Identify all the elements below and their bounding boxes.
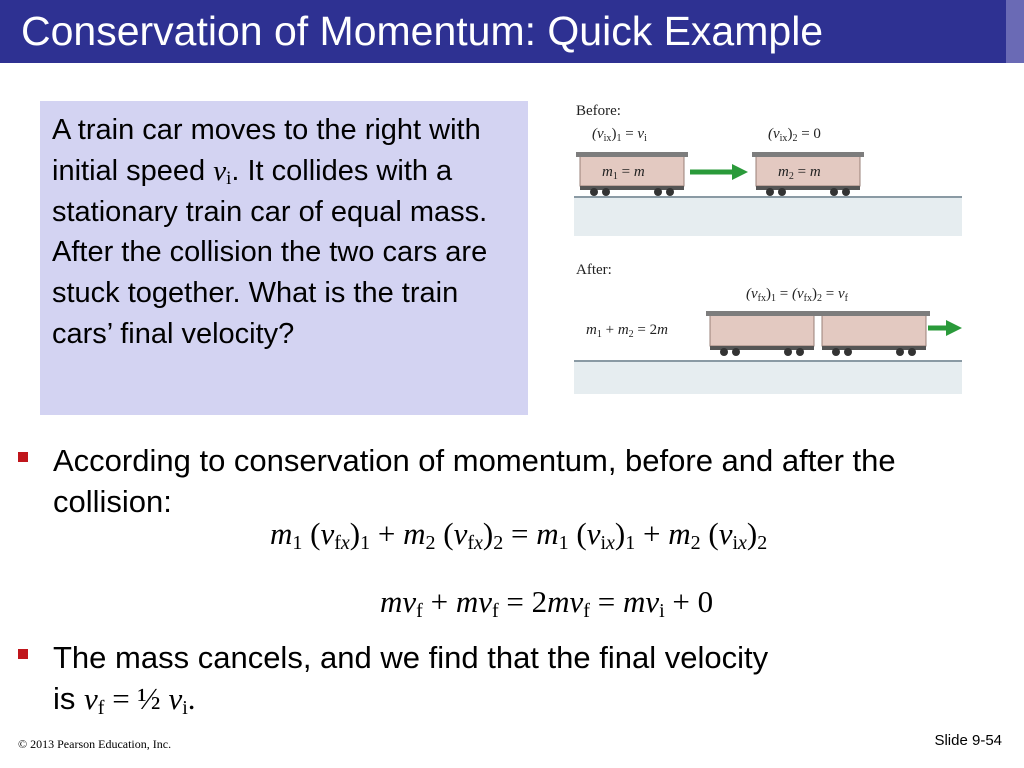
velocity-arrow-after	[928, 320, 962, 336]
title-bar	[0, 0, 1024, 63]
svg-text:m2 = m: $m_2 = m$	[778, 164, 821, 182]
title-accent-block	[1006, 0, 1024, 63]
problem-text-part2: . It collides with a stationary train car of equal mass. After the collision the two cars are stuck together. What is the train cars’ final velocity?	[52, 154, 488, 350]
slide-title: Conservation of Momentum: Quick Example	[21, 8, 824, 54]
after-mass-label: $m_1 + m_2 = 2m$	[586, 322, 668, 340]
bullet-text: According to conservation of momentum, before and after the collision:	[53, 443, 896, 519]
after-ground	[574, 360, 962, 394]
momentum-equation-general: $m_1$ $(v_{fx})_1 + m_2$ $(v_{fx})_2 = m_1$ $(v_{ix})_1 + m_2$ $(v_{ix})_2$	[270, 516, 768, 554]
before-label: Before:	[576, 103, 621, 119]
bullet-marker	[18, 649, 28, 659]
after-label: After:	[576, 262, 612, 278]
problem-text-part1: A train car moves to the right with initial speed	[52, 114, 481, 187]
velocity-arrow-before	[690, 164, 748, 180]
before-ground	[574, 196, 962, 236]
initial-speed-subscript: i	[226, 167, 232, 189]
before-car2	[752, 152, 864, 196]
copyright-notice: © 2013 Pearson Education, Inc.	[18, 737, 172, 751]
svg-text:m1 = m: $m_1 = m$	[602, 164, 645, 182]
slide-number: Slide 9-54	[934, 732, 1002, 749]
problem-statement-box	[40, 101, 528, 415]
before-car2-velocity-label: $(v_{ix})_2 = 0$	[768, 126, 821, 144]
initial-speed-symbol: v	[213, 154, 227, 187]
momentum-equation-substituted: $mv_f + mv_f = 2mv_f = mv_i + 0$	[380, 584, 714, 622]
after-velocity-label: $(v_{fx})_1 = (v_{fx})_2 = v_f$	[746, 286, 848, 304]
bullet-marker	[18, 452, 28, 462]
after-coupled-cars	[706, 311, 930, 356]
final-velocity-expression: $v_f$ = ½ $v_i$.	[84, 681, 196, 719]
before-car1	[576, 152, 688, 196]
before-car1-velocity-label: $(v_{ix})_1 = v_i$	[592, 126, 647, 144]
bullet-text: The mass cancels, and we find that the final velocity is $v_f$ = ½ $v_i$.	[53, 640, 769, 719]
train-collision-figure	[572, 98, 964, 394]
